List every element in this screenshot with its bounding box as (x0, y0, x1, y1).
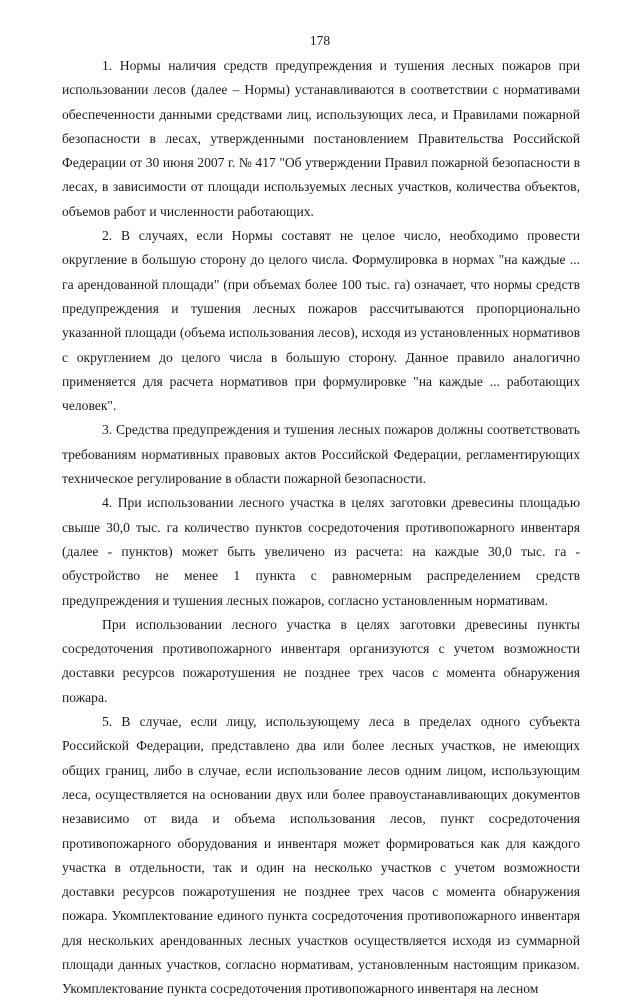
paragraph-4: 4. При использовании лесного участка в целях заготовки древесины площадью свыше 30,0 тыс. га количество пунктов сосредоточения противопожарного инвентаря (далее - пунктов) может быть увеличено из расчета: на каждые 30,0 тыс. га - обустройство не менее 1 пункта с равномерным распределением средств предупреждения и тушения лесных пожаров, согласно установленным нормативам. (62, 495, 580, 608)
paragraph-3: 3. Средства предупреждения и тушения лесных пожаров должны соответствовать требованиям нормативных правовых актов Российской Федерации, регламентирующих техническое регулирование в области пожарной безопасности. (62, 422, 580, 487)
paragraph-5: 5. В случае, если лицу, использующему леса в пределах одного субъекта Российской Федерации, представлено два или более лесных участков, не имеющих общих границ, либо в случае, если использование лесов одним лицом, использующим леса, осуществляется на основании двух или более правоустанавливающих документов независимо от вида и объема использования лесов, пункт сосредоточения противопожарного оборудования и инвентаря может формироваться как для каждого участка в отдельности, так и один на несколько участков с учетом возможности доставки ресурсов пожаротушения не позднее трех часов с момента обнаружения пожара. Укомплектование единого пункта сосредоточения противопожарного инвентаря для нескольких арендованных лесных участков осуществляется исходя из суммарной площади данных участков, согласно нормативам, установленным настоящим приказом. Укомплектование пункта сосредоточения противопожарного инвентаря на лесном (62, 714, 580, 997)
page-number: 178 (309, 33, 331, 48)
paragraph-1: 1. Нормы наличия средств предупреждения и тушения лесных пожаров при использовании лесов (далее – Нормы) устанавливаются в соответствии с нормативами обеспеченности данными средствами лиц, использующих леса, и Правилами пожарной безопасности в лесах, утвержденными постановлением Правительства Российской Федерации от 30 июня 2007 г. № 417 "Об утверждении Правил пожарной безопасности в лесах, в зависимости от площади используемых лесных участков, количества объектов, объемов работ и численности работающих. (62, 58, 580, 219)
paragraph-4-continued: При использовании лесного участка в целях заготовки древесины пункты сосредоточения противопожарного инвентаря организуются с учетом возможности доставки ресурсов пожаротушения не позднее трех часов с момента обнаружения пожара. (62, 616, 580, 705)
paragraph-2: 2. В случаях, если Нормы составят не целое число, необходимо провести округление в большую сторону до целого числа. Формулировка в нормах "на каждые ... га арендованной площади" (при объемах более 100 тыс. га) означает, что нормы средств предупреждения и тушения лесных пожаров рассчитываются пропорционально указанной площади (объема использования лесов), исходя из установленных нормативов с округлением до целого числа в большую сторону. Данное правило аналогично применяется для расчета нормативов при формулировке "на каждые ... работающих человек". (62, 228, 580, 414)
document-body (62, 54, 580, 1002)
